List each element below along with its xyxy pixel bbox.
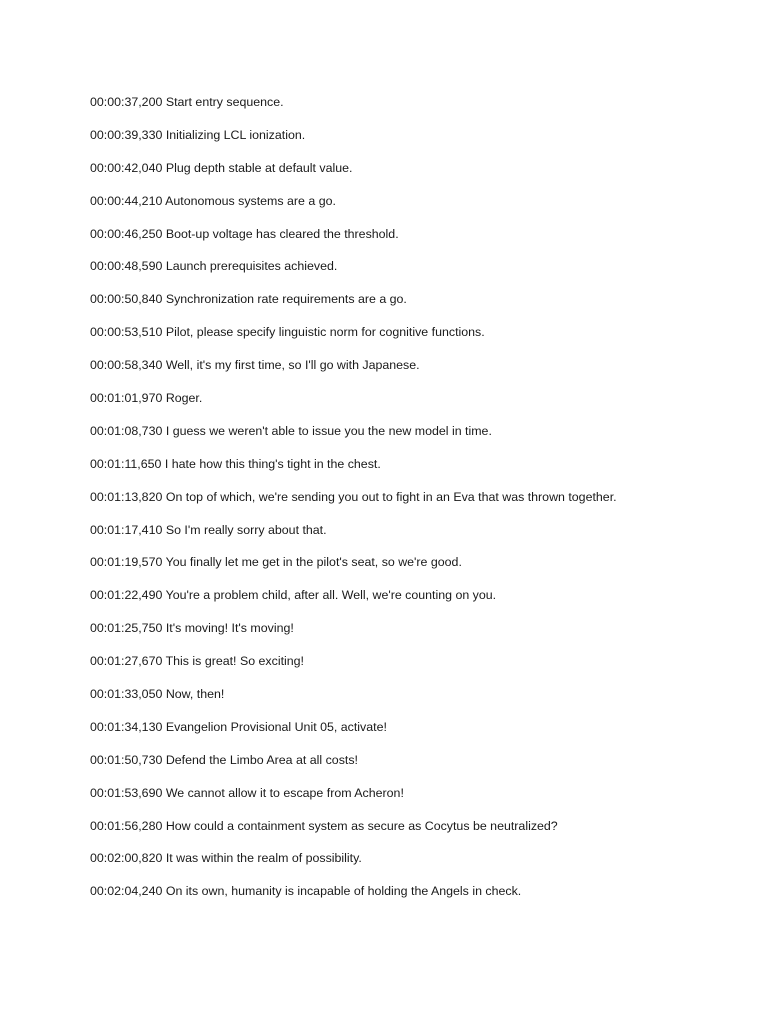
subtitle-text: How could a containment system as secure as Cocytus be neutralized? bbox=[165, 818, 558, 833]
subtitle-line bbox=[90, 290, 750, 323]
subtitle-line bbox=[90, 257, 750, 290]
subtitle-text: We cannot allow it to escape from Acheron! bbox=[165, 785, 404, 800]
subtitle-line bbox=[90, 685, 750, 718]
subtitle-time: 00:01:56,280 bbox=[90, 818, 163, 833]
subtitle-time: 00:01:53,690 bbox=[90, 785, 163, 800]
subtitle-line bbox=[90, 356, 750, 389]
subtitle-line bbox=[90, 389, 750, 422]
subtitle-time: 00:01:50,730 bbox=[90, 752, 163, 767]
subtitle-time: 00:00:39,330 bbox=[90, 127, 163, 142]
subtitle-line bbox=[90, 159, 750, 192]
subtitle-time: 00:01:25,750 bbox=[90, 621, 163, 636]
subtitle-time: 00:00:58,340 bbox=[90, 358, 163, 373]
subtitle-time: 00:01:01,970 bbox=[90, 391, 163, 406]
subtitle-time: 00:01:17,410 bbox=[90, 522, 163, 537]
subtitle-line bbox=[90, 882, 750, 915]
subtitle-text: This is great! So exciting! bbox=[165, 654, 304, 669]
subtitle-text: Pilot, please specify linguistic norm for cognitive functions. bbox=[165, 325, 485, 340]
subtitle-time: 00:01:22,490 bbox=[90, 588, 163, 603]
subtitle-line bbox=[90, 751, 750, 784]
subtitle-text: I hate how this thing's tight in the chest. bbox=[164, 456, 381, 471]
subtitle-time: 00:01:19,570 bbox=[90, 555, 163, 570]
subtitle-time: 00:01:34,130 bbox=[90, 719, 163, 734]
subtitle-text: Launch prerequisites achieved. bbox=[165, 259, 338, 274]
subtitle-time: 00:00:44,210 bbox=[90, 193, 163, 208]
subtitle-line bbox=[90, 422, 750, 455]
subtitle-line bbox=[90, 323, 750, 356]
subtitle-line bbox=[90, 817, 750, 850]
subtitle-text: Defend the Limbo Area at all costs! bbox=[165, 752, 358, 767]
subtitle-line bbox=[90, 455, 750, 488]
subtitle-time: 00:01:13,820 bbox=[90, 489, 163, 504]
subtitle-line bbox=[90, 553, 750, 586]
subtitle-text: Well, it's my first time, so I'll go with Japanese. bbox=[165, 358, 420, 373]
subtitle-text: Plug depth stable at default value. bbox=[165, 160, 353, 175]
subtitle-text: On its own, humanity is incapable of holding the Angels in check. bbox=[165, 884, 522, 899]
subtitle-line bbox=[90, 619, 750, 652]
subtitle-time: 00:00:48,590 bbox=[90, 259, 163, 274]
subtitle-text: Now, then! bbox=[165, 687, 225, 702]
subtitle-line bbox=[90, 225, 750, 258]
subtitle-text: Roger. bbox=[165, 391, 203, 406]
subtitle-text: I guess we weren't able to issue you the new model in time. bbox=[165, 423, 492, 438]
subtitle-text: It was within the realm of possibility. bbox=[165, 851, 362, 866]
subtitle-list bbox=[90, 93, 750, 915]
subtitle-time: 00:00:46,250 bbox=[90, 226, 163, 241]
subtitle-text: So I'm really sorry about that. bbox=[165, 522, 327, 537]
subtitle-time: 00:01:33,050 bbox=[90, 687, 163, 702]
subtitle-line bbox=[90, 718, 750, 751]
subtitle-text: On top of which, we're sending you out to fight in an Eva that was thrown together. bbox=[165, 489, 617, 504]
subtitle-time: 00:00:53,510 bbox=[90, 325, 163, 340]
subtitle-text: Boot-up voltage has cleared the threshold. bbox=[165, 226, 399, 241]
subtitle-time: 00:02:00,820 bbox=[90, 851, 163, 866]
subtitle-text: You're a problem child, after all. Well, we're counting on you. bbox=[165, 588, 497, 603]
subtitle-time: 00:02:04,240 bbox=[90, 884, 163, 899]
subtitle-time: 00:01:08,730 bbox=[90, 423, 163, 438]
subtitle-line bbox=[90, 586, 750, 619]
subtitle-time: 00:00:37,200 bbox=[90, 95, 163, 109]
subtitle-time: 00:00:42,040 bbox=[90, 160, 163, 175]
subtitle-text: You finally let me get in the pilot's seat, so we're good. bbox=[165, 555, 462, 570]
subtitle-text: Start entry sequence. bbox=[165, 95, 284, 109]
subtitle-line bbox=[90, 784, 750, 817]
subtitle-text: Synchronization rate requirements are a go. bbox=[165, 292, 407, 307]
subtitle-time: 00:01:27,670 bbox=[90, 654, 163, 669]
subtitle-text: Evangelion Provisional Unit 05, activate! bbox=[165, 719, 387, 734]
subtitle-text: Autonomous systems are a go. bbox=[165, 193, 336, 208]
subtitle-line bbox=[90, 488, 750, 521]
subtitle-line bbox=[90, 126, 750, 159]
subtitle-text: Initializing LCL ionization. bbox=[165, 127, 306, 142]
subtitle-time: 00:01:11,650 bbox=[90, 456, 162, 471]
subtitle-time: 00:00:50,840 bbox=[90, 292, 163, 307]
subtitle-line bbox=[90, 521, 750, 554]
subtitle-line bbox=[90, 93, 750, 126]
subtitle-line bbox=[90, 192, 750, 225]
subtitle-line bbox=[90, 652, 750, 685]
subtitle-line bbox=[90, 849, 750, 882]
subtitle-text: It's moving! It's moving! bbox=[165, 621, 294, 636]
